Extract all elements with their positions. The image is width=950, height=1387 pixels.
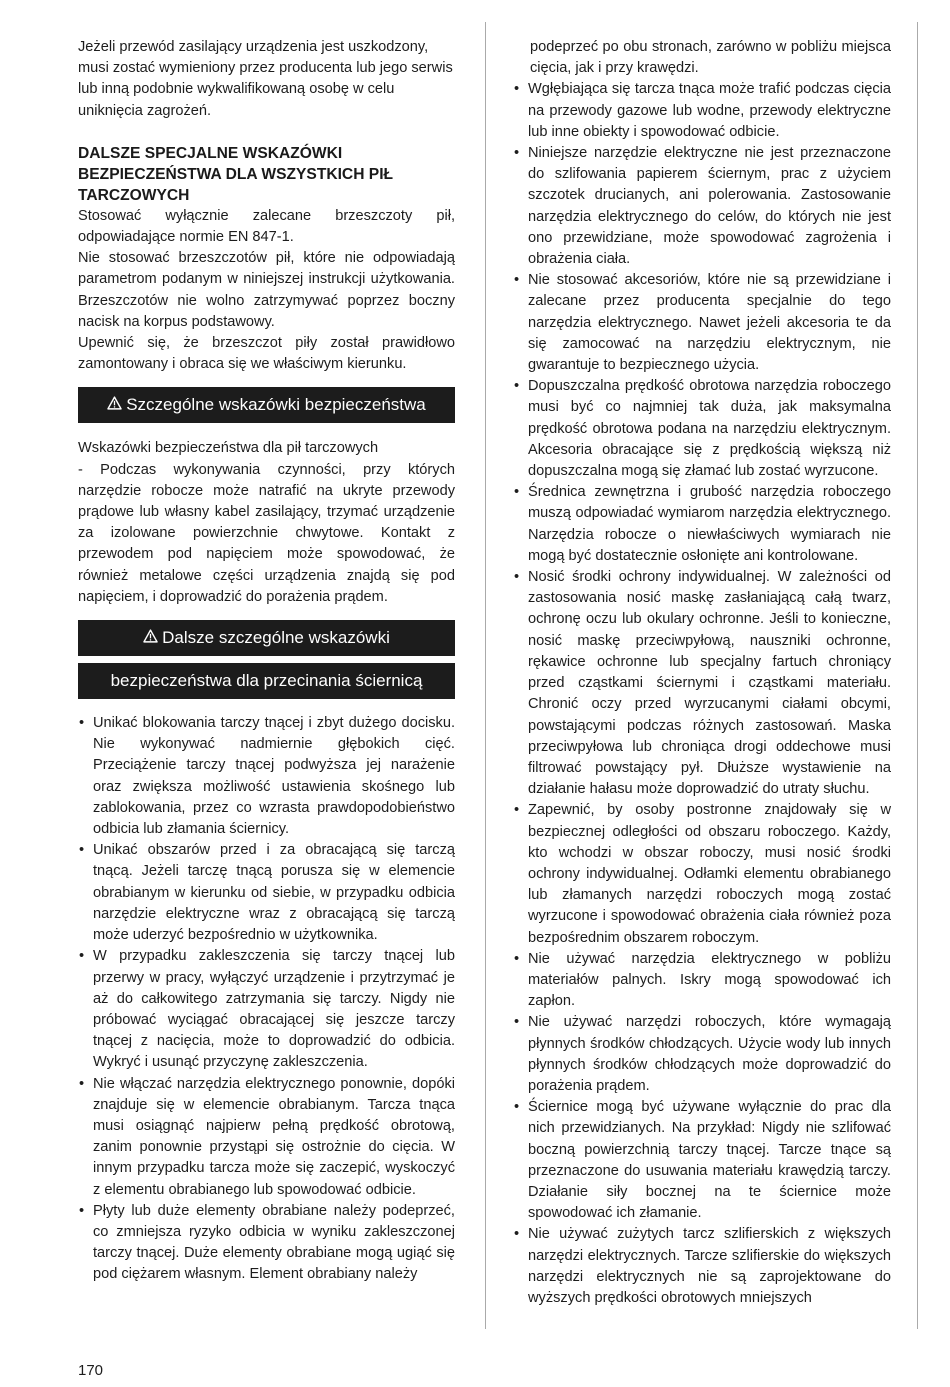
banner-title: bezpieczeństwa dla przecinania ściernicą [110,671,423,691]
warning-banner [78,387,455,423]
paragraph: Nie stosować brzeszczotów pił, które nie odpowiadają parametrom podanym w niniejszej instrukcji użytkowania. Brzeszczotów nie wolno zatrzymywać poprzez boczny nacisk na korpus podstawowy. [78,250,455,330]
warning-banner [78,620,455,656]
list-item: • Nie używać zużytych tarcz szlifierskich z większych narzędzi elektrycznych. Tarcze szlifierskie do większych narzędzi elektrycznych nie są zaprojektowane do wyższych prędkości obrotowych mniejszych [513,1224,891,1309]
list-item: • Nosić środki ochrony indywidualnej. W zależności od zastosowania nosić maskę zasłaniającą całą twarz, ochronę oczu lub okulary ochronne. Jeśli to konieczne, nosić maskę przeciwpyłową, nauszniki ochronne, rękawice ochronne lub specjalny fartuch chroniący przed cząstkami ściernymi i cząstkami materiału. Chronić oczy przed wyrzucanymi ciałami obcymi, powstającymi podczas różnych zastosowań. Maska przeciwpyłowa lub chroniąca drogi oddechowe musi filtrować powstający pył. Dłuższe wystawienie na działanie hałasu może doprowadzić do utraty słuchu. [513,567,891,800]
column-divider [485,22,486,1329]
warning-triangle-icon [143,620,158,655]
list-item: • Nie stosować akcesoriów, które nie są przewidziane i zalecane przez producenta specjalnie do tego narzędzia elektrycznego. Nawet jeżeli akcesoria te da się zamocować na narzędziu elektrycznym, nie gwarantuje to bezpiecznego użycia. [513,270,891,376]
list-item: • Zapewnić, by osoby postronne znajdowały się w bezpiecznej odległości od obszaru roboczego. Każdy, kto wchodzi w obszar roboczy, musi nosić środki ochrony indywidualnej. Odłamki elementu obrabianego lub złamanych narzędzi roboczych mogą zostać wyrzucone i spowodować obrażenia ciała również poza bezpośrednim obszarem roboczym. [513,800,891,948]
bullet-list [78,713,455,1285]
list-item: • Nie włączać narzędzia elektrycznego ponownie, dopóki znajduje się w elemencie obrabianym. Tarcza tnąca musi osiągnąć najpierw pełną prędkość obrotową, zanim ponownie przystąpi się ostrożnie do cięcia. W innym przypadku tarcza może się zaczepić, wyskoczyć z elementu obrabianego lub spowodować odbicie. [78,1074,455,1201]
bullet-list [513,79,891,1309]
section-heading: DALSZE SPECJALNE WSKAZÓWKI BEZPIECZEŃSTWA DLA WSZYSTKICH PIŁ TARCZOWYCH [78,144,394,204]
right-column [513,37,891,1309]
list-item: • Dopuszczalna prędkość obrotowa narzędzia roboczego musi być co najmniej tak duża, jak maksymalna prędkość obrotowa podana na narzędziu elektrycznym. Akcesoria obracające się z prędkością większą niż dopuszczalna mogą się złamać lub zostać wyrzucone. [513,376,891,482]
paragraph: - Podczas wykonywania czynności, przy których narzędzie robocze może natrafić na ukryte przewody prądowe lub własny kabel zasilający, trzymać urządzenie za izolowane powierzchnie chwytowe. Kontakt z przewodem pod napięciem może spowodować, że również metalowe części urządzenia znajdą się pod napięciem, i doprowadzić do porażenia prądem. [78,461,455,605]
list-item: • Ściernice mogą być używane wyłącznie do prac dla nich przewidzianych. Na przykład: Nigdy nie szlifować boczną powierzchnią tarczy tnącej. Tarcze tnące są przeznaczone do usuwania materiału krawędzią tarczy. Działanie siły bocznej na te ściernice może spowodować ich złamanie. [513,1097,891,1224]
list-item: • Unikać obszarów przed i za obracającą się tarczą tnącą. Jeżeli tarczę tnącą porusza się w elemencie obrabianym w kierunku od siebie, w przypadku odbicia narzędzie elektryczne wraz z obracającą się tarczą może uderzyć bezpośrednio w użytkownika. [78,840,455,946]
list-item: • Nie używać narzędzi roboczych, które wymagają płynnych środków chłodzących. Użycie wody lub innych płynnych środków chłodzących może doprowadzić do porażenia prądem. [513,1012,891,1097]
left-column [78,37,455,1286]
column-divider [917,22,918,1329]
paragraph: Stosować wyłącznie zalecane brzeszczoty pił, odpowiadające normie EN 847-1. [78,207,455,246]
warning-triangle-icon [107,387,122,422]
banner-title: Szczególne wskazówki bezpieczeństwa [126,395,426,415]
list-item: • Unikać blokowania tarczy tnącej i zbyt dużego docisku. Nie wykonywać nadmiernie głębokich cięć. Przeciążenie tarczy tnącej podwyższa jej narażenie oraz zwiększa możliwość ustawienia skośnego lub zablokowania, przez co wzrasta prawdopodobieństwo odbicia lub złamania ściernicy. [78,713,455,840]
power-cord-notice: Jeżeli przewód zasilający urządzenia jest uszkodzony, musi zostać wymieniony przez producenta lub jego serwis lub inną podobnie wykwalifikowaną osobę w celu uniknięcia zagrożeń. [78,39,453,119]
warning-banner-continued [78,663,455,699]
list-item: • Niniejsze narzędzie elektryczne nie jest przeznaczone do szlifowania papierem ściernym, prac z użyciem szczotek drucianych, ani polerowania. Zastosowanie narzędzia elektrycznego do celów, do których nie jest ono przewidziane, może spowodować zagrożenia i obrażenia ciała. [513,143,891,270]
list-item: • Płyty lub duże elementy obrabiane należy podeprzeć, co zmniejsza ryzyko odbicia w wyniku zakleszczonej tarczy tnącej. Duże elementy obrabiane mogą ugiąć się pod ciężarem własnym. Element obrabiany należy [78,1201,455,1286]
banner-title: Dalsze szczególne wskazówki [162,628,390,648]
list-item: • Nie używać narzędzia elektrycznego w pobliżu materiałów palnych. Iskry mogą spowodować ich zapłon. [513,949,891,1013]
page-number: 170 [78,1362,104,1379]
list-item: • Wgłębiająca się tarcza tnąca może trafić podczas cięcia na przewody gazowe lub wodne, przewody elektryczne lub inne obiekty i spowodować odbicie. [513,79,891,143]
paragraph: Upewnić się, że brzeszczot piły został prawidłowo zamontowany i obraca się we właściwym kierunku. [78,335,455,373]
saw-safety-title: Wskazówki bezpieczeństwa dla pił tarczowych [78,440,379,457]
continued-paragraph: podeprzeć po obu stronach, zarówno w pobliżu miejsca cięcia, jak i przy krawędzi. [530,39,891,77]
list-item: • W przypadku zakleszczenia się tarczy tnącej lub przerwy w pracy, wyłączyć urządzenie i przytrzymać je aż do całkowitego zatrzymania się tarczy. Nigdy nie próbować wyciągać obracającej się jeszcze tarczy tnącej z nacięcia, może to doprowadzić do odbicia. Wykryć i usunąć przyczynę zakleszczenia. [78,946,455,1073]
list-item: • Średnica zewnętrzna i grubość narzędzia roboczego muszą odpowiadać wymiarom narzędzia elektrycznego. Narzędzia robocze o niewłaściwych wymiarach nie mogą być dostatecznie osłonięte ani kontrolowane. [513,482,891,567]
